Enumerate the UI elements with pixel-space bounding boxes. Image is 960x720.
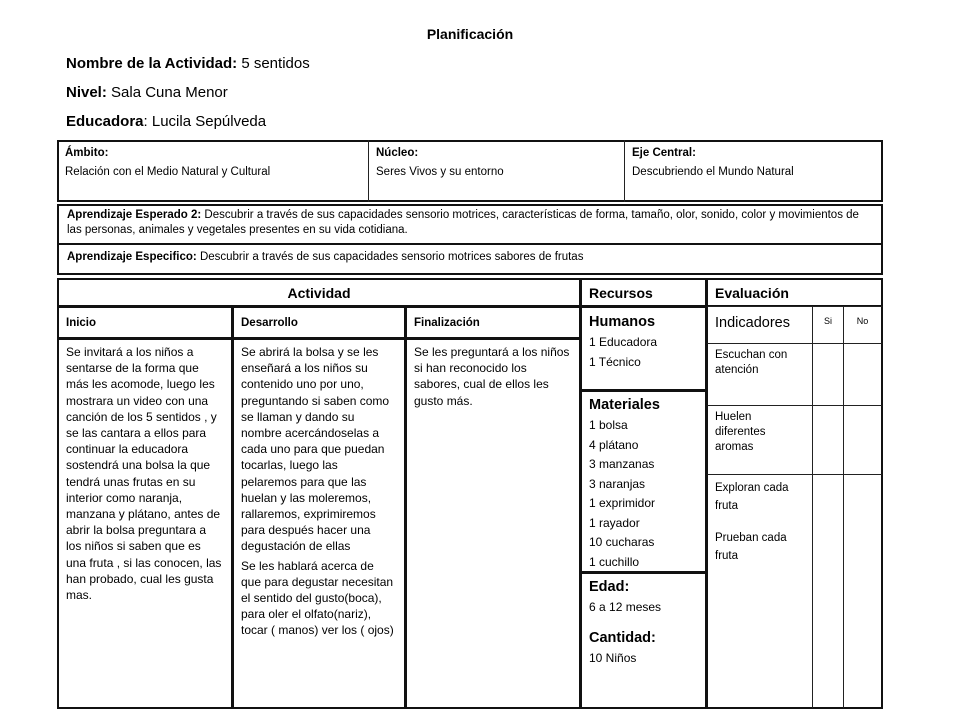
desarrollo-cell (232, 338, 406, 709)
si-header: Si (812, 306, 844, 344)
edad-value: 6 a 12 meses (589, 600, 662, 615)
ambito-value: Relación con el Medio Natural y Cultural (65, 166, 271, 178)
no-checkbox-cell[interactable] (843, 405, 883, 475)
nucleo-label: Núcleo: (376, 147, 419, 159)
eje-value: Descubriendo el Mundo Natural (632, 166, 794, 178)
aprendizaje-esperado (57, 204, 883, 245)
materiales-item: 10 cucharas (589, 535, 655, 550)
finalizacion-header: Finalización (405, 306, 581, 339)
materiales-item: 3 manzanas (589, 457, 655, 472)
no-header: No (843, 306, 883, 344)
cantidad-label: Cantidad: (589, 629, 656, 646)
esperado-label: Aprendizaje Esperado 2: (67, 209, 202, 221)
eje-cell (624, 140, 881, 202)
evaluacion-header: Evaluación (706, 278, 883, 307)
humanos-cell (580, 306, 707, 391)
especifico-label: Aprendizaje Especifico: (67, 251, 197, 263)
esperado-value: Descubrir a través de sus capacidades sensorio motrices, características de forma, tamaño, olor, sonido, color y movimientos de las personas, animales y vegetales presentes en su vida cotidiana. (67, 209, 859, 236)
materiales-label: Materiales (589, 397, 660, 413)
especifico-value: Descubrir a través de sus capacidades sensorio motrices sabores de frutas (199, 251, 584, 263)
materiales-item: 1 exprimidor (589, 496, 656, 511)
materiales-item: 4 plátano (589, 437, 639, 452)
si-checkbox-cell[interactable] (812, 405, 844, 475)
indicadores-header: Indicadores (706, 306, 813, 344)
ambito-label: Ámbito: (65, 147, 109, 159)
aprendizaje-especifico (57, 243, 883, 275)
materiales-cell (580, 390, 707, 573)
humanos-item: 1 Técnico (589, 354, 641, 369)
level (66, 84, 228, 101)
indicador-row: Huelen diferentes aromas (706, 405, 813, 475)
indicador-row: Escuchan con atención (706, 343, 813, 406)
desarrollo-text-2: Se les hablará acerca de que para degustar necesitan el sentido del gusto(boca), para oler el olfato(nariz), tocar ( manos) ver los ( ojos) (241, 558, 394, 638)
level-label: Nivel: (66, 84, 107, 101)
indicador-row (706, 474, 813, 709)
indicador-text: Exploran cada fruta (715, 482, 789, 512)
cantidad-value: 10 Niños (589, 650, 637, 665)
educator-value: : Lucila Sepúlveda (143, 113, 267, 130)
materiales-item: 3 naranjas (589, 476, 646, 491)
si-checkbox-cell[interactable] (812, 343, 844, 406)
indicador-text: Prueban cada fruta (715, 532, 787, 562)
activity-value: 5 sentidos (241, 55, 310, 72)
edad-label: Edad: (589, 579, 630, 595)
finalizacion-text: Se les preguntará a los niños si han reconocido los sabores, cual de ellos les gusto más. (405, 338, 581, 709)
educator-label: Educadora (66, 113, 144, 130)
educator (66, 113, 266, 130)
materiales-item: 1 bolsa (589, 418, 628, 433)
page-title: Planificación (426, 26, 514, 42)
ambito-cell (57, 140, 369, 202)
nucleo-cell (368, 140, 625, 202)
activity-label: Nombre de la Actividad: (66, 55, 238, 72)
no-checkbox-cell[interactable] (843, 474, 883, 709)
desarrollo-header: Desarrollo (232, 306, 406, 339)
humanos-item: 1 Educadora (589, 335, 658, 350)
no-checkbox-cell[interactable] (843, 343, 883, 406)
nucleo-value: Seres Vivos y su entorno (376, 166, 504, 178)
actividad-header: Actividad (57, 278, 581, 307)
activity-name (66, 55, 310, 72)
eje-label: Eje Central: (632, 147, 696, 159)
desarrollo-text-1: Se abrirá la bolsa y se les enseñará a los niños su contenido uno por uno, preguntando si saben como se llaman y dando su nombre acercándoselas a cada uno para que puedan tocarlas, luego las pelaremos para que las huelan y las moleremos, rallaremos, exprimiremos para después hacer una degustación de ellas (241, 345, 390, 554)
edad-cantidad-cell (580, 572, 707, 709)
materiales-item: 1 cuchillo (589, 554, 640, 569)
si-checkbox-cell[interactable] (812, 474, 844, 709)
inicio-header: Inicio (57, 306, 233, 339)
level-value: Sala Cuna Menor (111, 84, 228, 101)
inicio-text: Se invitará a los niños a sentarse de la forma que más les acomode, luego les mostrara un video con una canción de los 5 sentidos , y se las cantara a ellos para continuar la educadora sostendrá una bolsa la que tendrá unas frutas en su interior como naranja, manzana y plátano, antes de abrir la bolsa preguntara a los niños si saben que es una fruta , si las conocen, las han probado, cual les gusta mas. (57, 338, 233, 709)
materiales-item: 1 rayador (589, 515, 640, 530)
humanos-label: Humanos (589, 314, 656, 330)
recursos-header: Recursos (580, 278, 707, 307)
